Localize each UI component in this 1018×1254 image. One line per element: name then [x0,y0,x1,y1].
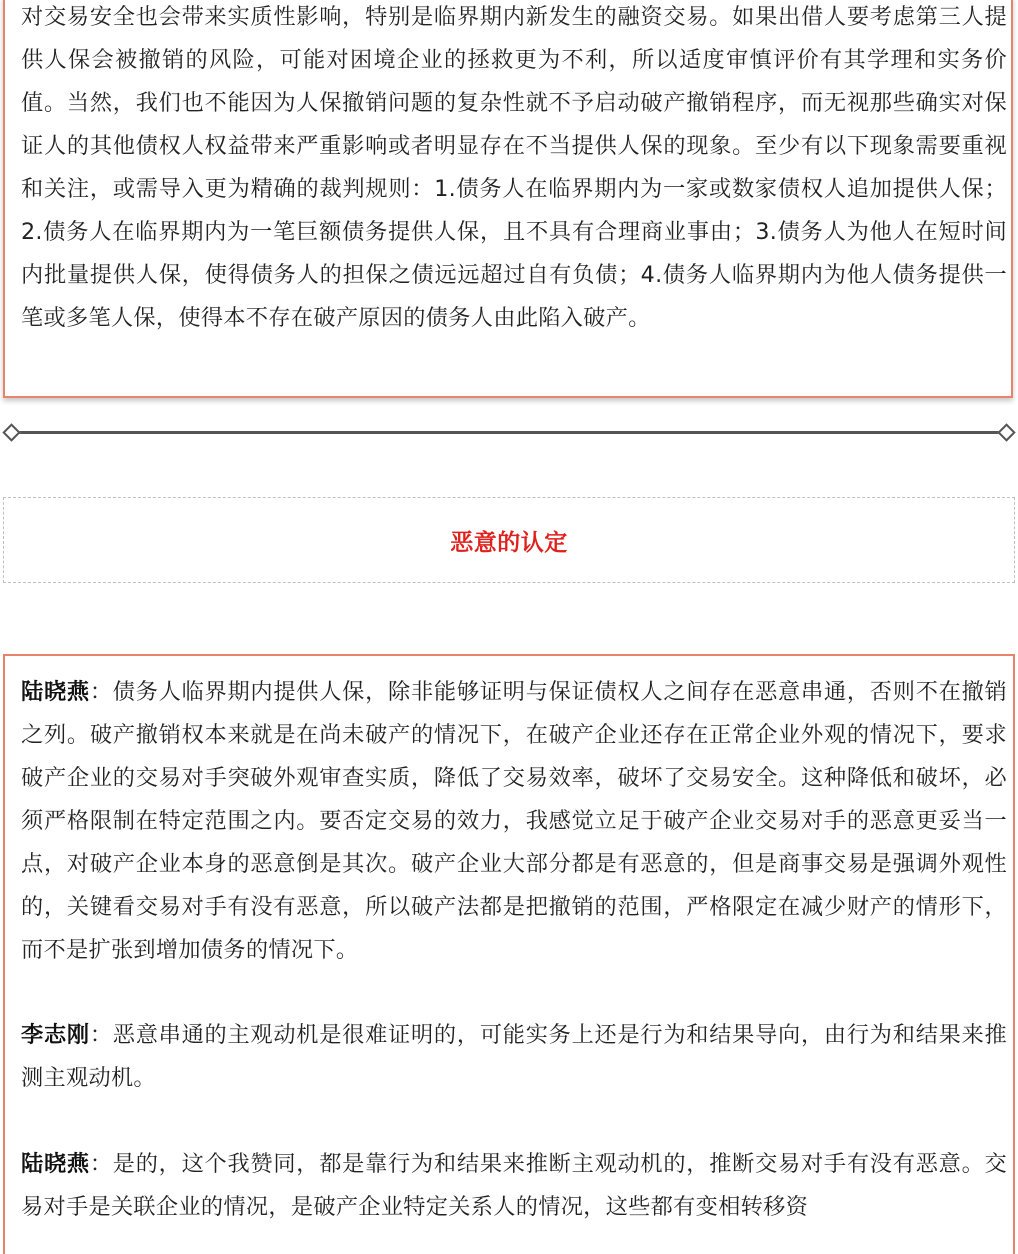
top-quote-box [3,0,1013,398]
divider-line [14,431,1004,434]
speech-text: ：债务人临界期内提供人保，除非能够证明与保证债权人之间存在恶意串通，否则不在撤销之列。破产撤销权本来就是在尚未破产的情况下，在破产企业还存在正常企业外观的情况下，要求破产企业的交易对手突破外观审查实质，降低了交易效率，破坏了交易安全。这种降低和破坏，必须严格限制在特定范围之内。要否定交易的效力，我感觉立足于破产企业交易对手的恶意更妥当一点，对破产企业本身的恶意倒是其次。破产企业大部分都是有恶意的，但是商事交易是强调外观性的，关键看交易对手有没有恶意，所以破产法都是把撤销的范围，严格限定在减少财产的情形下，而不是扩张到增加债务的情况下。 [21,679,1007,963]
dialogue-box [3,654,1015,1254]
section-divider [0,422,1018,442]
speaker-name: 李志刚 [21,1022,90,1048]
divider-right-diamond-icon [997,423,1015,441]
speaker-name: 陆晓燕 [21,679,90,705]
dialogue-paragraph [21,1143,1007,1229]
speech-text: ：恶意串通的主观动机是很难证明的，可能实务上还是行为和结果导向，由行为和结果来推测主观动机。 [21,1022,1007,1091]
dialogue-paragraph [21,671,1007,972]
section-heading: 恶意的认定 [450,529,568,556]
divider-left-diamond-icon [2,423,20,441]
top-paragraph: 对交易安全也会带来实质性影响，特别是临界期内新发生的融资交易。如果出借人要考虑第三人提供人保会被撤销的风险，可能对困境企业的拯救更为不利，所以适度审慎评价有其学理和实务价值。当然，我们也不能因为人保撤销问题的复杂性就不予启动破产撤销程序，而无视那些确实对保证人的其他债权人权益带来严重影响或者明显存在不当提供人保的现象。至少有以下现象需要重视和关注，或需导入更为精确的裁判规则：1.债务人在临界期内为一家或数家债权人追加提供人保；2.债务人在临界期内为一笔巨额债务提供人保，且不具有合理商业事由；3.债务人为他人在短时间内批量提供人保，使得债务人的担保之债远远超过自有负债；4.债务人临界期内为他人债务提供一笔或多笔人保，使得本不存在破产原因的债务人由此陷入破产。 [21,4,1007,331]
section-heading-box [3,497,1015,583]
dialogue-paragraph [21,1014,1007,1100]
speaker-name: 陆晓燕 [21,1151,90,1177]
speech-text: ：是的，这个我赞同，都是靠行为和结果来推断主观动机的，推断交易对手有没有恶意。交易对手是关联企业的情况，是破产企业特定关系人的情况，这些都有变相转移资 [21,1151,1007,1220]
